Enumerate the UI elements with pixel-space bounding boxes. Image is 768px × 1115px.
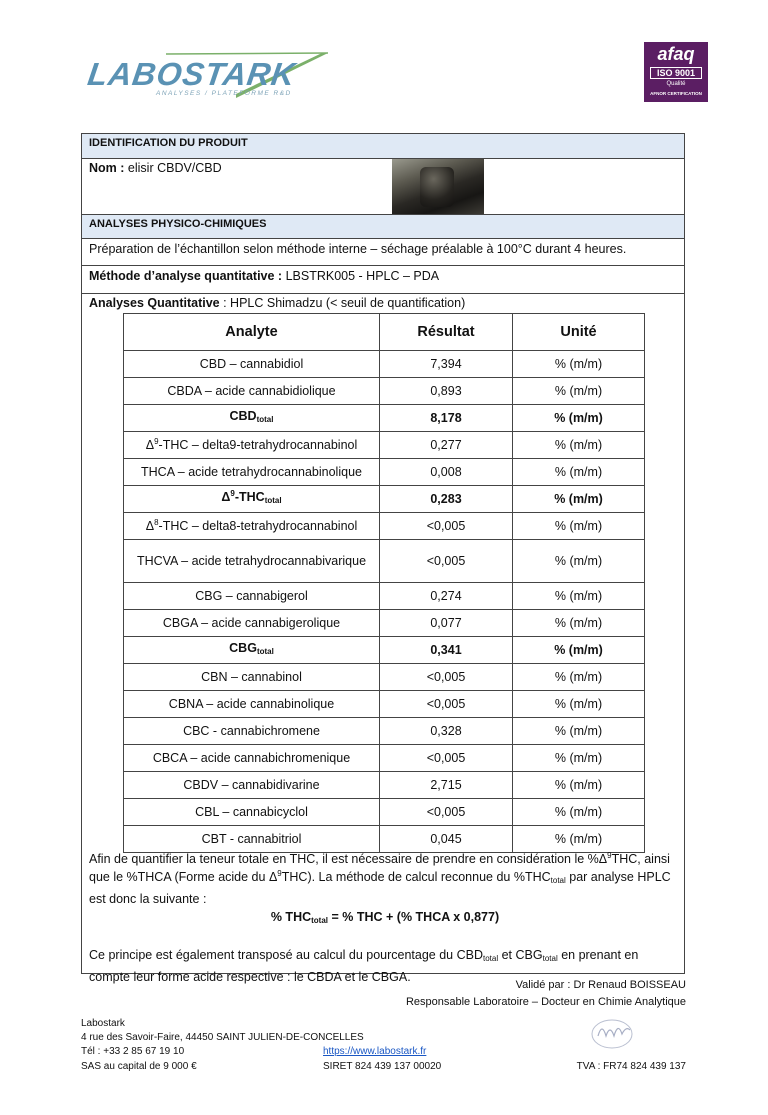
unit-cell: % (m/m) <box>513 583 645 610</box>
unit-cell: % (m/m) <box>513 799 645 826</box>
result-cell: 0,277 <box>380 432 513 459</box>
analyte-prefix: Δ <box>221 490 231 504</box>
analyte-name: CBGA – acide cannabigerolique <box>162 615 341 630</box>
note-text: Ce principe est également transposé au calcul du pourcentage du CBD <box>89 948 483 962</box>
analyte-name: CBDA – acide cannabidiolique <box>167 383 336 398</box>
unit-cell: % (m/m) <box>513 664 645 691</box>
formula-text: % THC <box>270 910 312 924</box>
analyte-subscript: total <box>256 415 274 424</box>
analyte-cell <box>124 745 380 772</box>
result-cell: 0,341 <box>380 637 513 664</box>
analyte-name: THCA – acide tetrahydrocannabinolique <box>141 464 362 479</box>
formula-text: = % THC + (% THCA x 0,877) <box>328 910 500 924</box>
analyte-cell <box>124 664 380 691</box>
unit-cell: % (m/m) <box>513 826 645 853</box>
result-cell: 7,394 <box>380 351 513 378</box>
table-row <box>124 583 645 610</box>
validator-title: Responsable Laboratoire – Docteur en Chimie Analytique <box>405 996 686 1008</box>
analyte-name: CBT - cannabitriol <box>201 831 302 846</box>
table-row <box>124 718 645 745</box>
analyte-name: THCVA – acide tetrahydrocannabivarique <box>136 553 367 568</box>
analyte-name: -THC <box>234 490 265 504</box>
method-label: Méthode d’analyse quantitative : <box>89 269 283 283</box>
footer-address: 4 rue des Savoir-Faire, 44450 SAINT JULIEN-DE-CONCELLES <box>81 1032 364 1043</box>
table-row <box>124 486 645 513</box>
divider <box>81 158 685 159</box>
result-cell: <0,005 <box>380 799 513 826</box>
analyte-cell <box>124 432 380 459</box>
footer-phone: Tél : +33 2 85 67 19 10 <box>81 1046 185 1057</box>
unit-cell: % (m/m) <box>513 432 645 459</box>
result-cell: 0,893 <box>380 378 513 405</box>
analyte-name: CBD <box>229 409 257 423</box>
unit-cell: % (m/m) <box>513 610 645 637</box>
note-sup: 9 <box>607 851 612 860</box>
result-cell: 0,008 <box>380 459 513 486</box>
result-cell: 2,715 <box>380 772 513 799</box>
analyte-name: CBC - cannabichromene <box>183 723 320 738</box>
afaq-brand: afaq <box>657 44 695 64</box>
analyte-cell <box>124 486 380 513</box>
header-result: Résultat <box>380 314 513 351</box>
quantitative-row <box>89 296 465 310</box>
table-row <box>124 637 645 664</box>
analyte-cell <box>124 637 380 664</box>
analyte-cell <box>124 459 380 486</box>
note-sub: total <box>542 954 558 963</box>
analyte-cell <box>124 799 380 826</box>
quantitative-label: Analyses Quantitative <box>89 296 220 310</box>
note-sup: 9 <box>277 869 282 878</box>
analyte-cell <box>124 405 380 432</box>
table-row <box>124 540 645 583</box>
calculation-note <box>89 850 681 986</box>
analyte-prefix: Δ <box>145 437 155 452</box>
iso-standard: ISO 9001 <box>650 67 702 79</box>
result-cell: 8,178 <box>380 405 513 432</box>
thc-formula <box>89 908 681 930</box>
unit-cell: % (m/m) <box>513 691 645 718</box>
result-cell: <0,005 <box>380 664 513 691</box>
table-row <box>124 745 645 772</box>
table-row <box>124 459 645 486</box>
table-row <box>124 610 645 637</box>
unit-cell: % (m/m) <box>513 459 645 486</box>
validated-by: Validé par : Dr Renaud BOISSEAU <box>515 979 686 991</box>
unit-cell: % (m/m) <box>513 772 645 799</box>
analyte-cell <box>124 351 380 378</box>
quantitative-value: : HPLC Shimadzu (< seuil de quantification) <box>223 296 466 310</box>
results-table <box>123 313 645 853</box>
product-name-value: elisir CBDV/CBD <box>127 161 222 175</box>
footer-tva: TVA : FR74 824 439 137 <box>576 1061 686 1072</box>
unit-cell: % (m/m) <box>513 378 645 405</box>
analyte-cell <box>124 772 380 799</box>
unit-cell: % (m/m) <box>513 513 645 540</box>
result-cell: <0,005 <box>380 513 513 540</box>
note-sub: total <box>483 954 499 963</box>
analyte-superscript: 9 <box>230 489 235 498</box>
footer-website-link[interactable]: https://www.labostark.fr <box>323 1046 427 1057</box>
table-row <box>124 378 645 405</box>
result-cell: <0,005 <box>380 540 513 583</box>
analyte-name: CBNA – acide cannabinolique <box>168 696 335 711</box>
analyte-name: CBL – cannabicyclol <box>195 804 308 819</box>
analyte-name: CBD – cannabidiol <box>199 356 304 371</box>
result-cell: 0,328 <box>380 718 513 745</box>
result-cell: 0,045 <box>380 826 513 853</box>
result-cell: <0,005 <box>380 691 513 718</box>
divider <box>81 238 685 239</box>
note-text: Afin de quantifier la teneur totale en THC, il est nécessaire de prendre en considération le %Δ <box>89 852 608 866</box>
analyte-name: CBG – cannabigerol <box>195 588 308 603</box>
section-title-identification: IDENTIFICATION DU PRODUIT <box>89 137 248 149</box>
analyte-cell <box>124 826 380 853</box>
note-text: THC). La méthode de calcul reconnue du %THC <box>281 870 551 884</box>
header-analyte: Analyte <box>124 314 380 351</box>
product-photo <box>392 159 484 214</box>
table-row <box>124 432 645 459</box>
formula-sub: total <box>311 916 329 925</box>
unit-cell: % (m/m) <box>513 637 645 664</box>
analyte-name: -THC – delta8-tetrahydrocannabinol <box>158 518 358 533</box>
labostark-logo <box>86 50 336 102</box>
preparation-text: Préparation de l’échantillon selon méthode interne – séchage préalable à 100°C durant 4 heures. <box>89 242 627 256</box>
divider <box>81 265 685 266</box>
analyte-cell <box>124 718 380 745</box>
analyte-subscript: total <box>256 647 274 656</box>
note-paragraph-thc <box>89 850 681 908</box>
table-row <box>124 691 645 718</box>
unit-cell: % (m/m) <box>513 745 645 772</box>
analyte-cell <box>124 513 380 540</box>
product-name-label: Nom : <box>89 161 125 175</box>
analyte-name: CBDV – cannabidivarine <box>183 777 320 792</box>
analyte-name: CBN – cannabinol <box>201 669 302 684</box>
table-row <box>124 513 645 540</box>
unit-cell: % (m/m) <box>513 351 645 378</box>
result-cell: <0,005 <box>380 745 513 772</box>
result-cell: 0,077 <box>380 610 513 637</box>
unit-cell: % (m/m) <box>513 718 645 745</box>
analyte-cell <box>124 610 380 637</box>
table-row <box>124 405 645 432</box>
unit-cell: % (m/m) <box>513 405 645 432</box>
note-text: par analyse HPLC est donc la suivante : <box>89 870 671 906</box>
analyte-subscript: total <box>264 496 282 505</box>
afaq-iso-certification-badge <box>644 42 708 102</box>
footer-siret: SIRET 824 439 137 00020 <box>323 1061 442 1072</box>
header-unit: Unité <box>513 314 645 351</box>
table-row <box>124 772 645 799</box>
table-row <box>124 664 645 691</box>
analyte-cell <box>124 583 380 610</box>
analyte-cell <box>124 540 380 583</box>
unit-cell: % (m/m) <box>513 540 645 583</box>
logo-text: LABOSTARK <box>85 56 299 92</box>
table-row <box>124 351 645 378</box>
analyte-name: CBCA – acide cannabichromenique <box>152 750 351 765</box>
analyte-name: -THC – delta9-tetrahydrocannabinol <box>158 437 358 452</box>
product-name-row <box>89 161 222 175</box>
analyte-prefix: Δ <box>145 518 155 533</box>
section-title-analyses: ANALYSES PHYSICO-CHIMIQUES <box>89 218 267 230</box>
table-header-row <box>124 314 645 351</box>
table-row <box>124 799 645 826</box>
analyte-cell <box>124 378 380 405</box>
analyte-superscript: 9 <box>154 436 159 446</box>
analyte-name: CBG <box>229 641 257 655</box>
note-text: en prenant en compte leur forme acide respective : le CBDA et le CBGA. <box>89 948 639 984</box>
note-sub: total <box>550 876 566 885</box>
result-cell: 0,283 <box>380 486 513 513</box>
divider <box>81 293 685 294</box>
method-value: LBSTRK005 - HPLC – PDA <box>285 269 440 283</box>
footer-company: Labostark <box>81 1018 125 1029</box>
result-cell: 0,274 <box>380 583 513 610</box>
method-row <box>89 269 439 283</box>
analyte-superscript: 8 <box>154 517 159 527</box>
unit-cell: % (m/m) <box>513 486 645 513</box>
footer-capital: SAS au capital de 9 000 € <box>81 1061 197 1072</box>
note-text: THC, ainsi que le %THCA (Forme acide du Δ <box>89 852 670 884</box>
afnor-label: AFNOR CERTIFICATION <box>650 91 702 96</box>
logo-subtitle: ANALYSES / PLATEFORME R&D <box>156 90 292 97</box>
quality-label: Qualité <box>666 81 686 87</box>
note-text: et CBG <box>498 948 543 962</box>
analyte-cell <box>124 691 380 718</box>
table-row <box>124 826 645 853</box>
signature-icon <box>588 1012 638 1052</box>
